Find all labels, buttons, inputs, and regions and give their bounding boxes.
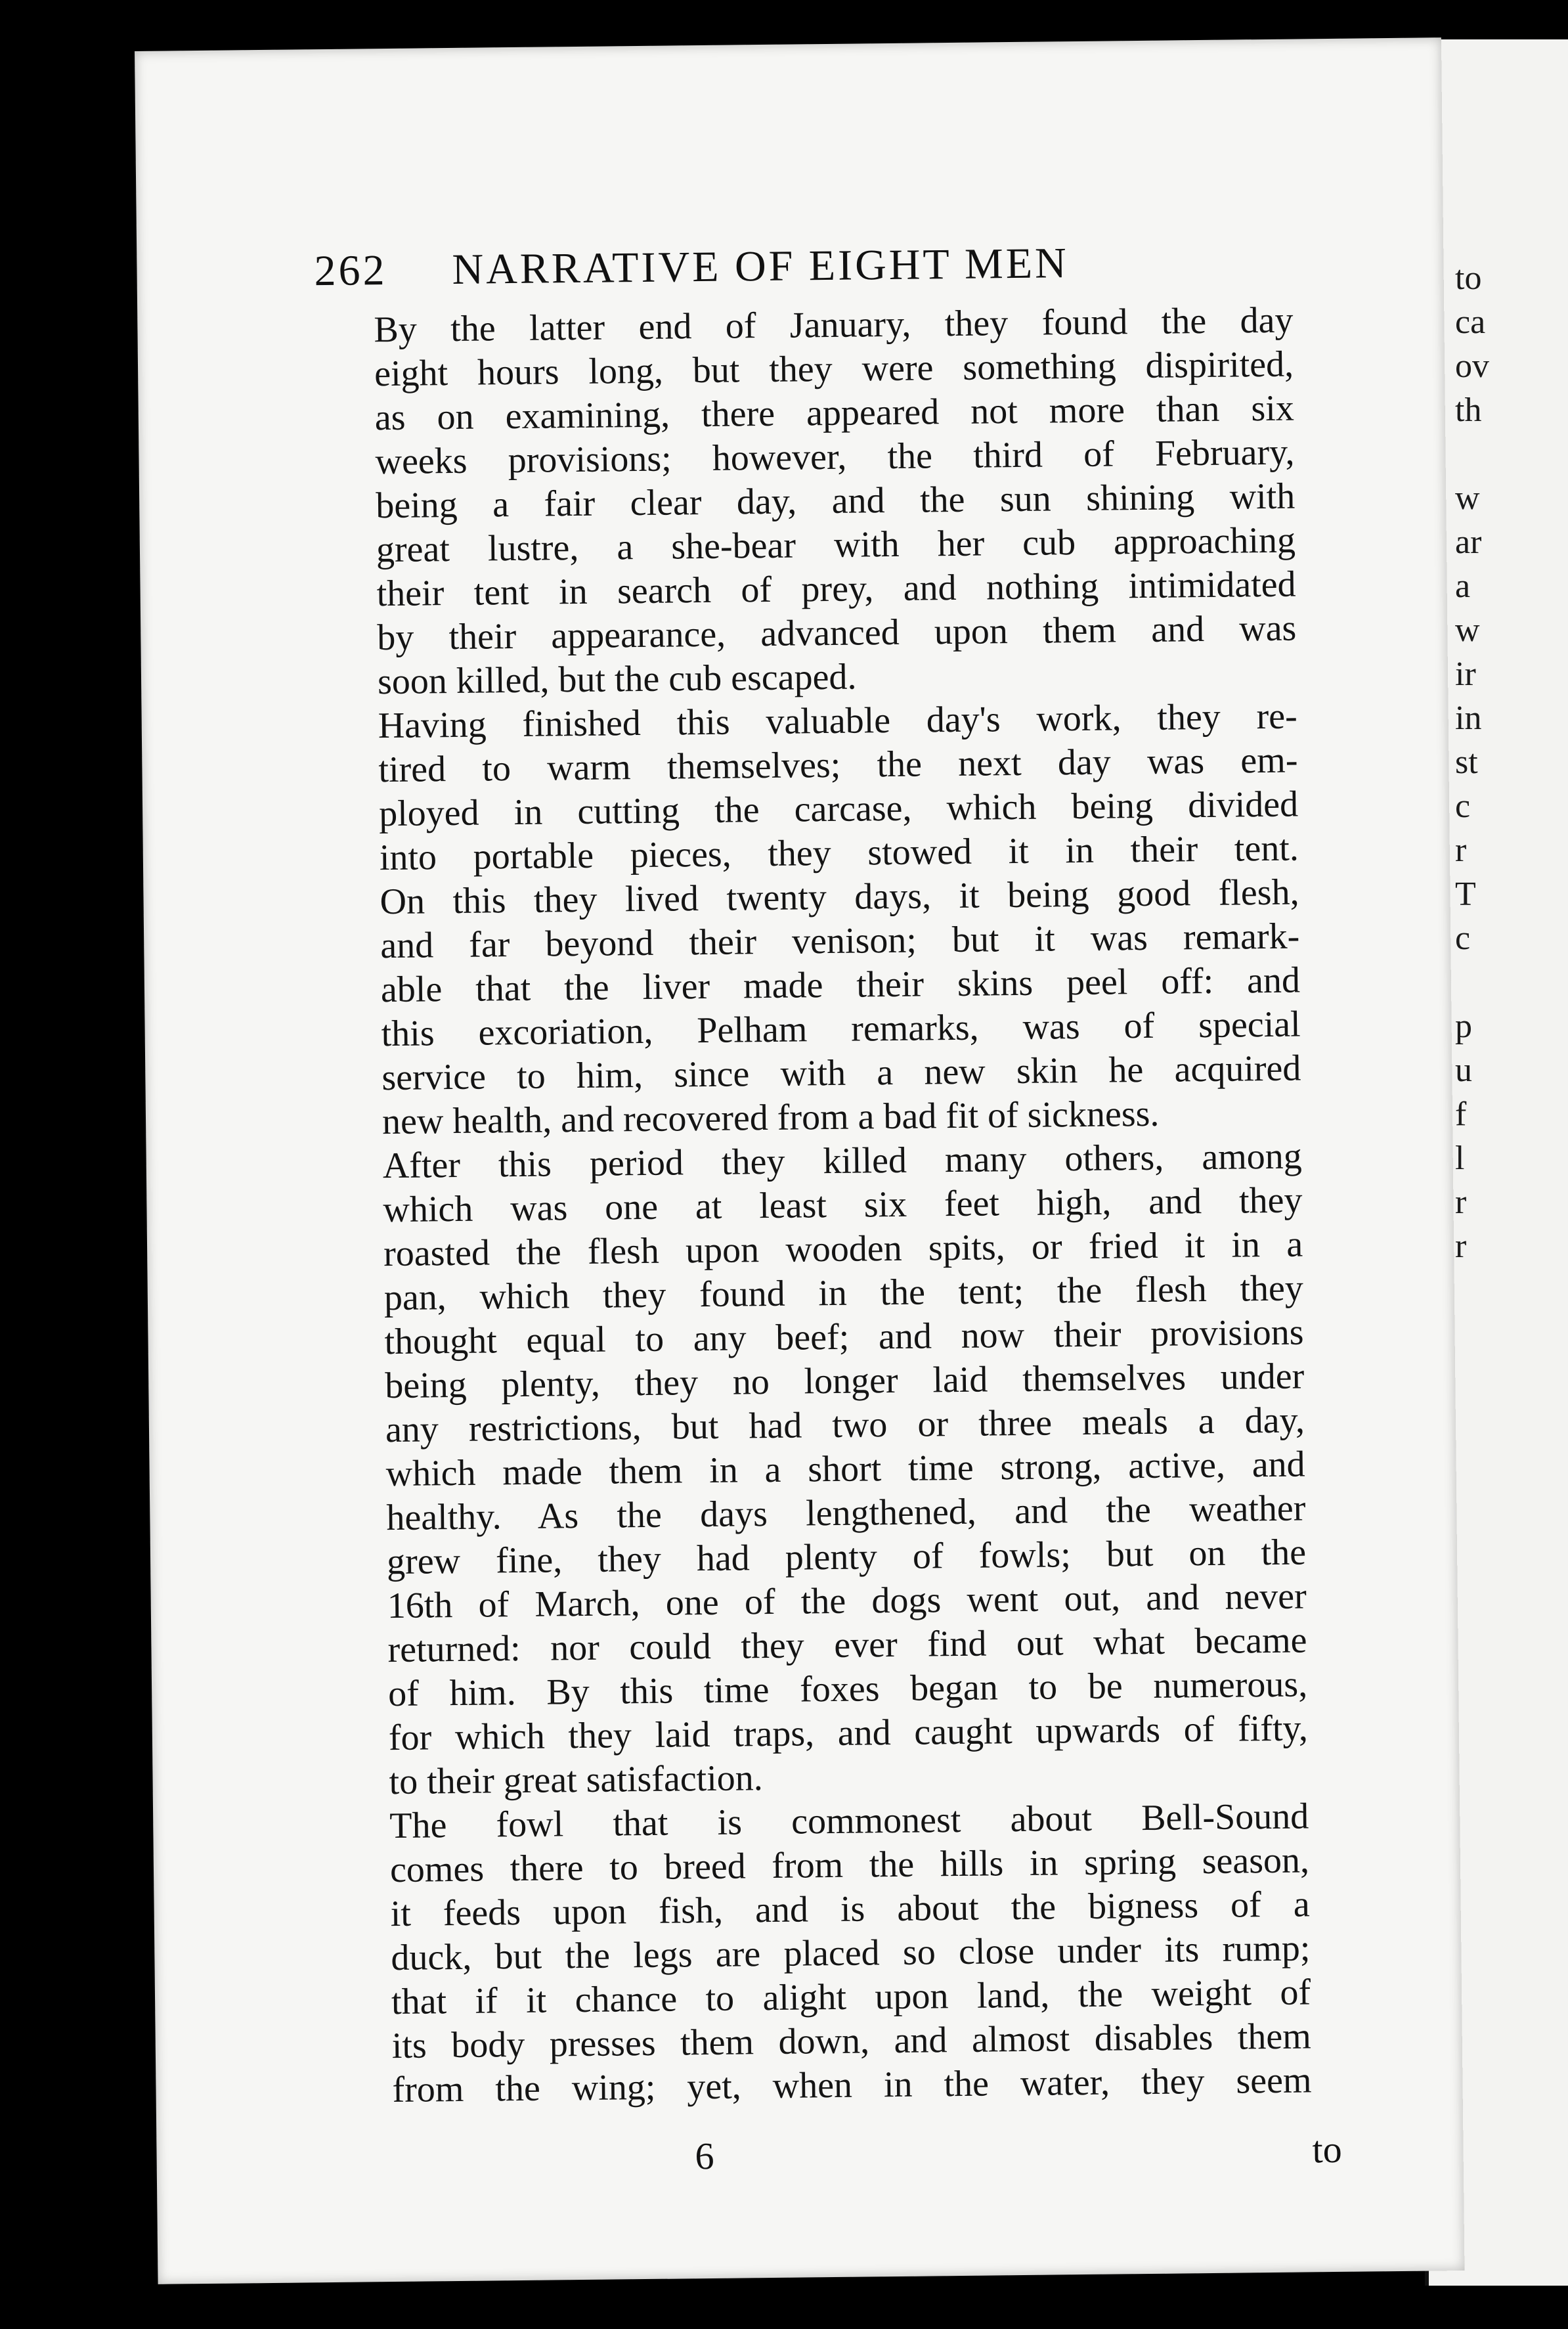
text-line: pan, which they found in the tent; the flesh they <box>383 1268 1304 1319</box>
text-line: Having finished this valuable day's work, they re- <box>378 696 1298 747</box>
text-line: tired to warm themselves; the next day was em- <box>378 740 1298 791</box>
text-line: into portable pieces, they stowed it in their tent. <box>379 828 1299 879</box>
text-line: weeks provisions; however, the third of February, <box>375 432 1295 483</box>
text-line: returned: nor could they ever find out what became <box>387 1620 1307 1671</box>
body-text <box>328 299 1312 2113</box>
text-line: it feeds upon fish, and is about the bigness of a <box>390 1884 1310 1935</box>
text-line: healthy. As the days lengthened, and the weather <box>386 1488 1306 1539</box>
text-line: After this period they killed many others, among <box>382 1136 1303 1187</box>
text-line: to their great satisfaction. <box>389 1758 764 1803</box>
signature-mark: 6 <box>695 2134 714 2178</box>
text-line: as on examining, there appeared not more than six <box>374 388 1295 439</box>
text-line: On this they lived twenty days, it being good flesh, <box>380 872 1299 923</box>
text-line: 16th of March, one of the dogs went out, and never <box>387 1576 1307 1627</box>
paragraph <box>328 299 1297 705</box>
paragraph <box>332 695 1301 1145</box>
text-line: great lustre, a she-bear with her cub approaching <box>376 520 1296 571</box>
running-head <box>314 236 1338 296</box>
text-line: this excoriation, Pelham remarks, was of special <box>381 1004 1301 1055</box>
facing-page-text: to ca ov th w ar a w ir in st c r T c p u f l r r <box>1455 259 1489 1265</box>
text-line: eight hours long, but they were something dispirited, <box>374 344 1294 395</box>
text-line: being plenty, they no longer laid themselves under <box>384 1356 1305 1407</box>
paragraph <box>336 1134 1308 1804</box>
running-title: NARRATIVE OF EIGHT MEN <box>452 239 1070 294</box>
text-line: their tent in search of prey, and nothing intimidated <box>376 564 1296 615</box>
text-line: which was one at least six feet high, and they <box>383 1180 1303 1231</box>
page-number: 262 <box>314 246 387 296</box>
text-line: thought equal to any beef; and now their provisions <box>384 1312 1304 1363</box>
text-line: The fowl that is commonest about Bell-Sound <box>389 1796 1309 1847</box>
text-line: By the latter end of January, they found the day <box>374 299 1294 351</box>
text-line: able that the liver made their skins peel off: and <box>380 960 1301 1011</box>
book-page <box>135 37 1464 2284</box>
text-line: that if it chance to alight upon land, the weight of <box>391 1972 1311 2023</box>
paragraph <box>343 1794 1312 2112</box>
catchword: to <box>1312 2127 1343 2171</box>
text-line: new health, and recovered from a bad fit of sickness. <box>381 1093 1160 1143</box>
text-line: and far beyond their venison; but it was remark- <box>380 916 1300 967</box>
text-line: ployed in cutting the carcase, which being divided <box>378 784 1299 835</box>
text-line: its body presses them down, and almost disables them <box>391 2016 1312 2067</box>
text-line: grew fine, they had plenty of fowls; but on the <box>386 1532 1307 1583</box>
text-line: from the wing; yet, when in the water, they seem <box>392 2060 1312 2111</box>
text-line: duck, but the legs are placed so close under its rump; <box>391 1928 1311 1979</box>
text-line: which made them in a short time strong, active, and <box>385 1444 1305 1495</box>
text-line: of him. By this time foxes began to be numerous, <box>387 1664 1308 1715</box>
text-line: soon killed, but the cub escaped. <box>377 656 857 703</box>
text-line: any restrictions, but had two or three meals a day, <box>385 1400 1305 1451</box>
text-line: by their appearance, advanced upon them and was <box>377 608 1297 659</box>
text-line: for which they laid traps, and caught upwards of fifty, <box>388 1708 1309 1759</box>
text-line: comes there to breed from the hills in spring season, <box>389 1840 1310 1891</box>
text-line: being a fair clear day, and the sun shining with <box>375 476 1296 527</box>
text-line: roasted the flesh upon wooden spits, or fried it in a <box>383 1224 1303 1275</box>
text-line: service to him, since with a new skin he acquired <box>381 1048 1301 1099</box>
